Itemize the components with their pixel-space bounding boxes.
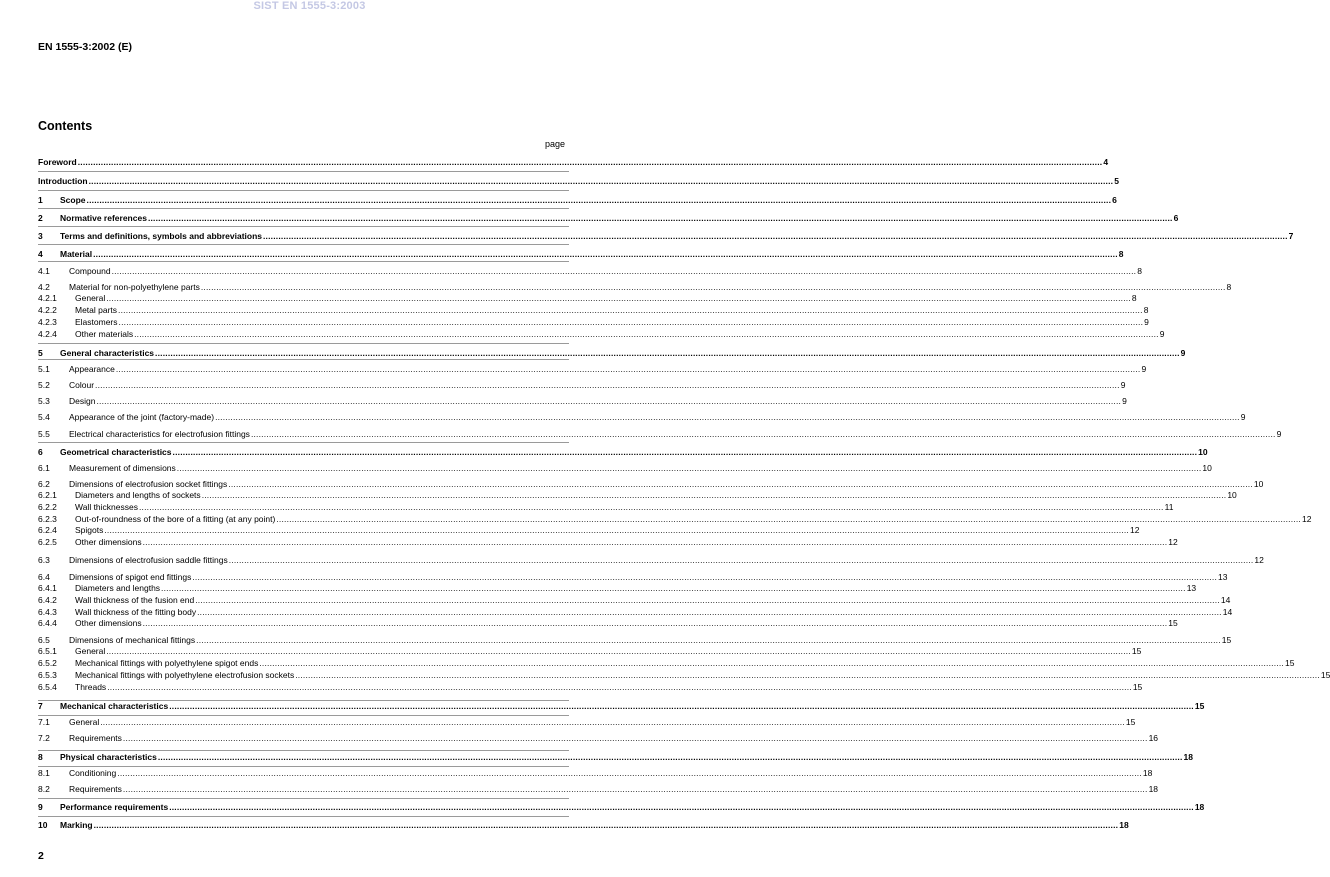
toc-entry-title: Dimensions of mechanical fittings bbox=[69, 635, 196, 645]
standard-identifier: EN 1555-3:2002 (E) bbox=[38, 41, 132, 53]
toc-leader-dots: ................................................................................................................................................................................................................................................................................................................................................................................................................ bbox=[118, 317, 1144, 327]
toc-entry[interactable] bbox=[38, 195, 1117, 206]
toc-entry-page: 15 bbox=[1131, 646, 1142, 656]
toc-entry[interactable] bbox=[38, 429, 1282, 440]
toc-entry-title: Wall thicknesses bbox=[75, 502, 138, 512]
toc-leader-dots: ................................................................................................................................................................................................................................................................................................................................................................................................................ bbox=[96, 396, 1122, 406]
toc-entry-page: 5 bbox=[1114, 176, 1119, 186]
toc-entry-page: 16 bbox=[1148, 733, 1159, 743]
toc-entry[interactable] bbox=[38, 717, 1136, 728]
toc-entry[interactable] bbox=[38, 490, 1237, 501]
toc-entry-number: 4.2.2 bbox=[38, 305, 57, 315]
toc-entry-page: 15 bbox=[1221, 635, 1232, 645]
toc-entry-number: 8.2 bbox=[38, 784, 50, 794]
toc-entry-title: Threads bbox=[75, 682, 107, 692]
toc-entry-page: 9 bbox=[1120, 380, 1126, 390]
toc-entry-title: Wall thickness of the fusion end bbox=[75, 595, 195, 605]
toc-entry-title: Other dimensions bbox=[75, 618, 142, 628]
toc-entry-page: 9 bbox=[1159, 329, 1165, 339]
toc-entry[interactable] bbox=[38, 479, 1264, 490]
toc-entry-number: 6.5.4 bbox=[38, 682, 57, 692]
toc-leader-dots: ................................................................................................................................................................................................................................................................................................................................................................................................................ bbox=[93, 249, 1118, 259]
toc-entry[interactable] bbox=[38, 502, 1174, 513]
toc-entry[interactable] bbox=[38, 658, 1295, 669]
toc-entry-title: Terms and definitions, symbols and abbreviations bbox=[60, 231, 262, 241]
section-divider bbox=[38, 816, 569, 817]
toc-entry-number: 6 bbox=[38, 447, 43, 457]
toc-entry[interactable] bbox=[38, 572, 1228, 583]
toc-entry[interactable] bbox=[38, 305, 1149, 316]
section-divider bbox=[38, 190, 569, 191]
toc-entry-number: 6.2.2 bbox=[38, 502, 57, 512]
toc-entry-number: 6.2 bbox=[38, 479, 50, 489]
toc-entry-title: Colour bbox=[69, 380, 95, 390]
toc-entry[interactable] bbox=[38, 802, 1205, 813]
toc-entry[interactable] bbox=[38, 463, 1212, 474]
toc-entry-number: 5.3 bbox=[38, 396, 50, 406]
toc-entry-number: 4.2.4 bbox=[38, 329, 57, 339]
toc-leader-dots: ................................................................................................................................................................................................................................................................................................................................................................................................................ bbox=[104, 525, 1129, 535]
toc-entry-page: 8 bbox=[1137, 266, 1142, 276]
toc-leader-dots: ................................................................................................................................................................................................................................................................................................................................................................................................................ bbox=[201, 490, 1227, 500]
toc-entry-title: Scope bbox=[60, 195, 86, 205]
toc-entry-page: 10 bbox=[1202, 463, 1212, 473]
toc-leader-dots: ................................................................................................................................................................................................................................................................................................................................................................................................................ bbox=[147, 213, 1173, 223]
watermark: SIST EN 1555-3:2003 bbox=[253, 0, 366, 12]
toc-entry-number: 4.2.3 bbox=[38, 317, 57, 327]
toc-entry[interactable] bbox=[38, 231, 1294, 242]
toc-entry-title: Requirements bbox=[69, 733, 122, 743]
section-divider bbox=[38, 208, 569, 209]
toc-entry-page: 18 bbox=[1142, 768, 1153, 778]
toc-entry-page: 9 bbox=[1180, 348, 1186, 358]
toc-entry[interactable] bbox=[38, 555, 1264, 566]
toc-entry-title: Other dimensions bbox=[75, 537, 142, 547]
toc-entry[interactable] bbox=[38, 176, 1119, 187]
toc-leader-dots: ................................................................................................................................................................................................................................................................................................................................................................................................................ bbox=[263, 231, 1288, 241]
toc-leader-dots: ................................................................................................................................................................................................................................................................................................................................................................................................................ bbox=[117, 768, 1142, 778]
toc-entry-title: Dimensions of electrofusion socket fittings bbox=[69, 479, 228, 489]
toc-entry-title: Design bbox=[69, 396, 96, 406]
toc-leader-dots: ................................................................................................................................................................................................................................................................................................................................................................................................................ bbox=[228, 479, 1253, 489]
toc-entry-title: Requirements bbox=[69, 784, 122, 794]
toc-entry[interactable] bbox=[38, 329, 1165, 340]
toc-leader-dots: ................................................................................................................................................................................................................................................................................................................................................................................................................ bbox=[176, 463, 1202, 473]
toc-entry-title: Mechanical fittings with polyethylene electrofusion sockets bbox=[75, 670, 295, 680]
toc-entry[interactable] bbox=[38, 784, 1159, 795]
toc-leader-dots: ................................................................................................................................................................................................................................................................................................................................................................................................................ bbox=[276, 514, 1301, 524]
toc-entry-number: 6.4.2 bbox=[38, 595, 57, 605]
toc-entry-title: Appearance bbox=[69, 364, 115, 374]
toc-entry-page: 18 bbox=[1119, 820, 1129, 830]
toc-entry-page: 15 bbox=[1125, 717, 1136, 727]
toc-entry[interactable] bbox=[38, 213, 1179, 224]
toc-entry-page: 15 bbox=[1284, 658, 1295, 668]
toc-entry-page: 15 bbox=[1132, 682, 1143, 692]
toc-entry-number: 6.2.4 bbox=[38, 525, 57, 535]
toc-entry-page: 14 bbox=[1220, 595, 1231, 605]
toc-entry-page: 18 bbox=[1148, 784, 1159, 794]
toc-leader-dots: ................................................................................................................................................................................................................................................................................................................................................................................................................ bbox=[122, 784, 1148, 794]
toc-entry-number: 6.5 bbox=[38, 635, 50, 645]
toc-leader-dots: ................................................................................................................................................................................................................................................................................................................................................................................................................ bbox=[111, 266, 1137, 276]
toc-entry[interactable] bbox=[38, 670, 1330, 681]
toc-entry-page: 9 bbox=[1276, 429, 1282, 439]
toc-entry-page: 9 bbox=[1144, 317, 1149, 327]
toc-entry-number: 6.5.2 bbox=[38, 658, 57, 668]
section-divider bbox=[38, 261, 569, 262]
toc-entry[interactable] bbox=[38, 537, 1178, 548]
toc-leader-dots: ................................................................................................................................................................................................................................................................................................................................................................................................................ bbox=[250, 429, 1276, 439]
toc-entry-title: Mechanical fittings with polyethylene spigot ends bbox=[75, 658, 259, 668]
toc-entry-page: 8 bbox=[1118, 249, 1124, 259]
toc-entry-number: 6.4 bbox=[38, 572, 50, 582]
toc-entry-title: Electrical characteristics for electrofusion fittings bbox=[69, 429, 250, 439]
toc-entry-number: 6.4.3 bbox=[38, 607, 57, 617]
toc-entry[interactable] bbox=[38, 282, 1232, 293]
toc-entry-title: Other materials bbox=[75, 329, 134, 339]
toc-entry-number: 4.2 bbox=[38, 282, 50, 292]
toc-entry-number: 7.1 bbox=[38, 717, 50, 727]
toc-entry[interactable] bbox=[38, 607, 1233, 618]
toc-entry[interactable] bbox=[38, 733, 1159, 744]
toc-leader-dots: ................................................................................................................................................................................................................................................................................................................................................................................................................ bbox=[107, 682, 1132, 692]
toc-leader-dots: ................................................................................................................................................................................................................................................................................................................................................................................................................ bbox=[138, 502, 1164, 512]
toc-leader-dots: ................................................................................................................................................................................................................................................................................................................................................................................................................ bbox=[142, 537, 1168, 547]
toc-entry[interactable] bbox=[38, 768, 1153, 779]
toc-entry[interactable] bbox=[38, 380, 1126, 391]
toc-entry-page: 18 bbox=[1194, 802, 1205, 812]
toc-entry-title: Out-of-roundness of the bore of a fitting (at any point) bbox=[75, 514, 276, 524]
toc-entry-title: Spigots bbox=[75, 525, 104, 535]
toc-leader-dots: ................................................................................................................................................................................................................................................................................................................................................................................................................ bbox=[161, 583, 1186, 593]
section-divider bbox=[38, 750, 569, 751]
toc-entry-number: 7 bbox=[38, 701, 43, 711]
toc-entry-title: Appearance of the joint (factory-made) bbox=[69, 412, 215, 422]
section-divider bbox=[38, 171, 569, 172]
toc-entry-number: 6.4.4 bbox=[38, 618, 57, 628]
toc-leader-dots: ................................................................................................................................................................................................................................................................................................................................................................................................................ bbox=[106, 293, 1131, 303]
page-column-label: page bbox=[545, 139, 566, 149]
toc-entry-page: 15 bbox=[1320, 670, 1330, 680]
toc-entry-number: 5 bbox=[38, 348, 43, 358]
toc-entry-number: 5.5 bbox=[38, 429, 50, 439]
toc-entry-number: 5.2 bbox=[38, 380, 50, 390]
toc-entry-page: 15 bbox=[1168, 618, 1178, 628]
toc-entry[interactable] bbox=[38, 595, 1231, 606]
toc-entry[interactable] bbox=[38, 317, 1149, 328]
toc-entry[interactable] bbox=[38, 412, 1246, 423]
toc-entry-page: 18 bbox=[1183, 752, 1193, 762]
toc-entry-title: Dimensions of electrofusion saddle fittings bbox=[69, 555, 228, 565]
toc-entry-title: Conditioning bbox=[69, 768, 117, 778]
toc-entry-number: 6.2.5 bbox=[38, 537, 57, 547]
toc-leader-dots: ................................................................................................................................................................................................................................................................................................................................................................................................................ bbox=[169, 802, 1194, 812]
toc-entry-title: Diameters and lengths bbox=[75, 583, 161, 593]
toc-entry-title: Normative references bbox=[60, 213, 147, 223]
toc-leader-dots: ................................................................................................................................................................................................................................................................................................................................................................................................................ bbox=[142, 618, 1168, 628]
toc-leader-dots: ................................................................................................................................................................................................................................................................................................................................................................................................................ bbox=[196, 635, 1221, 645]
toc-entry[interactable] bbox=[38, 266, 1142, 277]
toc-entry[interactable] bbox=[38, 618, 1178, 629]
section-divider bbox=[38, 226, 569, 227]
toc-entry-number: 6.4.1 bbox=[38, 583, 57, 593]
toc-entry[interactable] bbox=[38, 682, 1143, 693]
toc-entry[interactable] bbox=[38, 157, 1109, 168]
section-divider bbox=[38, 715, 569, 716]
toc-entry-page: 11 bbox=[1164, 502, 1174, 512]
toc-entry-title: General bbox=[75, 646, 106, 656]
toc-entry-title: Physical characteristics bbox=[60, 752, 157, 762]
toc-entry-number: 6.3 bbox=[38, 555, 50, 565]
toc-leader-dots: ................................................................................................................................................................................................................................................................................................................................................................................................................ bbox=[295, 670, 1320, 680]
toc-entry-number: 4 bbox=[38, 249, 43, 259]
toc-entry-page: 10 bbox=[1227, 490, 1237, 500]
toc-leader-dots: ................................................................................................................................................................................................................................................................................................................................................................................................................ bbox=[95, 380, 1120, 390]
toc-leader-dots: ................................................................................................................................................................................................................................................................................................................................................................................................................ bbox=[169, 701, 1194, 711]
toc-entry[interactable] bbox=[38, 635, 1232, 646]
toc-entry-title: Diameters and lengths of sockets bbox=[75, 490, 201, 500]
page-number: 2 bbox=[38, 850, 44, 862]
section-divider bbox=[38, 359, 569, 360]
section-divider bbox=[38, 798, 569, 799]
toc-leader-dots: ................................................................................................................................................................................................................................................................................................................................................................................................................ bbox=[215, 412, 1240, 422]
toc-leader-dots: ................................................................................................................................................................................................................................................................................................................................................................................................................ bbox=[155, 348, 1180, 358]
toc-leader-dots: ................................................................................................................................................................................................................................................................................................................................................................................................................ bbox=[259, 658, 1284, 668]
toc-entry-page: 4 bbox=[1103, 157, 1109, 167]
toc-entry[interactable] bbox=[38, 447, 1208, 458]
toc-entry-number: 1 bbox=[38, 195, 43, 205]
toc-entry-title: Measurement of dimensions bbox=[69, 463, 176, 473]
toc-entry-page: 15 bbox=[1194, 701, 1205, 711]
toc-entry-page: 6 bbox=[1112, 195, 1117, 205]
toc-entry-number: 3 bbox=[38, 231, 43, 241]
toc-entry[interactable] bbox=[38, 293, 1137, 304]
toc-entry[interactable] bbox=[38, 525, 1140, 536]
toc-entry-title: Performance requirements bbox=[60, 802, 169, 812]
toc-leader-dots: ................................................................................................................................................................................................................................................................................................................................................................................................................ bbox=[200, 282, 1226, 292]
toc-entry[interactable] bbox=[38, 396, 1127, 407]
section-divider bbox=[38, 766, 569, 767]
toc-entry-page: 8 bbox=[1143, 305, 1149, 315]
section-divider bbox=[38, 442, 569, 443]
toc-entry-title: Wall thickness of the fitting body bbox=[75, 607, 197, 617]
toc-entry-number: 5.1 bbox=[38, 364, 50, 374]
toc-entry-page: 12 bbox=[1301, 514, 1312, 524]
toc-entry-number: 2 bbox=[38, 213, 43, 223]
toc-entry-title: Material bbox=[60, 249, 93, 259]
toc-entry-number: 5.4 bbox=[38, 412, 50, 422]
toc-entry-number: 8 bbox=[38, 752, 43, 762]
toc-entry-page: 13 bbox=[1186, 583, 1197, 593]
toc-entry-title: General characteristics bbox=[60, 348, 155, 358]
toc-leader-dots: ................................................................................................................................................................................................................................................................................................................................................................................................................ bbox=[172, 447, 1198, 457]
toc-entry-title: Dimensions of spigot end fittings bbox=[69, 572, 192, 582]
toc-entry[interactable] bbox=[38, 752, 1193, 763]
toc-entry-title: General bbox=[75, 293, 106, 303]
toc-entry[interactable] bbox=[38, 820, 1129, 831]
toc-entry[interactable] bbox=[38, 701, 1205, 712]
toc-entry-page: 8 bbox=[1131, 293, 1137, 303]
section-divider bbox=[38, 244, 569, 245]
toc-entry-number: 4.1 bbox=[38, 266, 50, 276]
contents-heading: Contents bbox=[38, 119, 93, 133]
toc-leader-dots: ................................................................................................................................................................................................................................................................................................................................................................................................................ bbox=[88, 176, 1114, 186]
section-divider bbox=[38, 700, 569, 701]
toc-leader-dots: ................................................................................................................................................................................................................................................................................................................................................................................................................ bbox=[197, 607, 1222, 617]
toc-leader-dots: ................................................................................................................................................................................................................................................................................................................................................................................................................ bbox=[122, 733, 1148, 743]
toc-entry[interactable] bbox=[38, 583, 1197, 594]
toc-entry-number: 9 bbox=[38, 802, 43, 812]
toc-entry-number: 7.2 bbox=[38, 733, 50, 743]
toc-entry-title: Marking bbox=[60, 820, 93, 830]
toc-entry-title: Metal parts bbox=[75, 305, 118, 315]
toc-entry-page: 9 bbox=[1141, 364, 1147, 374]
toc-leader-dots: ................................................................................................................................................................................................................................................................................................................................................................................................................ bbox=[195, 595, 1220, 605]
toc-entry-page: 6 bbox=[1173, 213, 1179, 223]
toc-leader-dots: ................................................................................................................................................................................................................................................................................................................................................................................................................ bbox=[86, 195, 1112, 205]
toc-entry-page: 9 bbox=[1240, 412, 1246, 422]
toc-entry-number: 4.2.1 bbox=[38, 293, 57, 303]
toc-entry-title: Compound bbox=[69, 266, 111, 276]
section-divider bbox=[38, 343, 569, 344]
toc-entry-title: General bbox=[69, 717, 100, 727]
toc-entry[interactable] bbox=[38, 646, 1142, 657]
toc-entry-number: 6.2.1 bbox=[38, 490, 57, 500]
toc-entry-page: 12 bbox=[1254, 555, 1264, 565]
toc-entry-page: 9 bbox=[1122, 396, 1127, 406]
toc-entry-number: 6.5.1 bbox=[38, 646, 57, 656]
toc-entry[interactable] bbox=[38, 348, 1186, 359]
toc-leader-dots: ................................................................................................................................................................................................................................................................................................................................................................................................................ bbox=[192, 572, 1218, 582]
toc-entry[interactable] bbox=[38, 364, 1147, 375]
toc-entry-page: 7 bbox=[1288, 231, 1294, 241]
toc-entry-number: 10 bbox=[38, 820, 48, 830]
toc-entry-page: 12 bbox=[1168, 537, 1178, 547]
toc-entry-title: Introduction bbox=[38, 176, 88, 186]
toc-entry-number: 6.5.3 bbox=[38, 670, 57, 680]
toc-entry[interactable] bbox=[38, 514, 1312, 525]
toc-entry-title: Mechanical characteristics bbox=[60, 701, 169, 711]
toc-leader-dots: ................................................................................................................................................................................................................................................................................................................................................................................................................ bbox=[115, 364, 1141, 374]
toc-entry-page: 13 bbox=[1218, 572, 1228, 582]
toc-leader-dots: ................................................................................................................................................................................................................................................................................................................................................................................................................ bbox=[77, 157, 1103, 167]
toc-leader-dots: ................................................................................................................................................................................................................................................................................................................................................................................................................ bbox=[93, 820, 1119, 830]
toc-entry-title: Elastomers bbox=[75, 317, 118, 327]
toc-entry-number: 6.2.3 bbox=[38, 514, 57, 524]
toc-leader-dots: ................................................................................................................................................................................................................................................................................................................................................................................................................ bbox=[157, 752, 1183, 762]
toc-entry-page: 10 bbox=[1198, 447, 1208, 457]
toc-leader-dots: ................................................................................................................................................................................................................................................................................................................................................................................................................ bbox=[106, 646, 1131, 656]
toc-entry-page: 14 bbox=[1222, 607, 1233, 617]
toc-entry-number: 6.1 bbox=[38, 463, 50, 473]
toc-entry[interactable] bbox=[38, 249, 1124, 260]
toc-entry-page: 10 bbox=[1253, 479, 1264, 489]
toc-entry-title: Material for non-polyethylene parts bbox=[69, 282, 200, 292]
toc-leader-dots: ................................................................................................................................................................................................................................................................................................................................................................................................................ bbox=[118, 305, 1143, 315]
toc-entry-page: 8 bbox=[1226, 282, 1232, 292]
toc-leader-dots: ................................................................................................................................................................................................................................................................................................................................................................................................................ bbox=[100, 717, 1125, 727]
toc-entry-title: Foreword bbox=[38, 157, 77, 167]
toc-leader-dots: ................................................................................................................................................................................................................................................................................................................................................................................................................ bbox=[134, 329, 1159, 339]
toc-entry-title: Geometrical characteristics bbox=[60, 447, 172, 457]
toc-leader-dots: ................................................................................................................................................................................................................................................................................................................................................................................................................ bbox=[228, 555, 1254, 565]
toc-entry-page: 12 bbox=[1130, 525, 1140, 535]
toc-entry-number: 8.1 bbox=[38, 768, 50, 778]
